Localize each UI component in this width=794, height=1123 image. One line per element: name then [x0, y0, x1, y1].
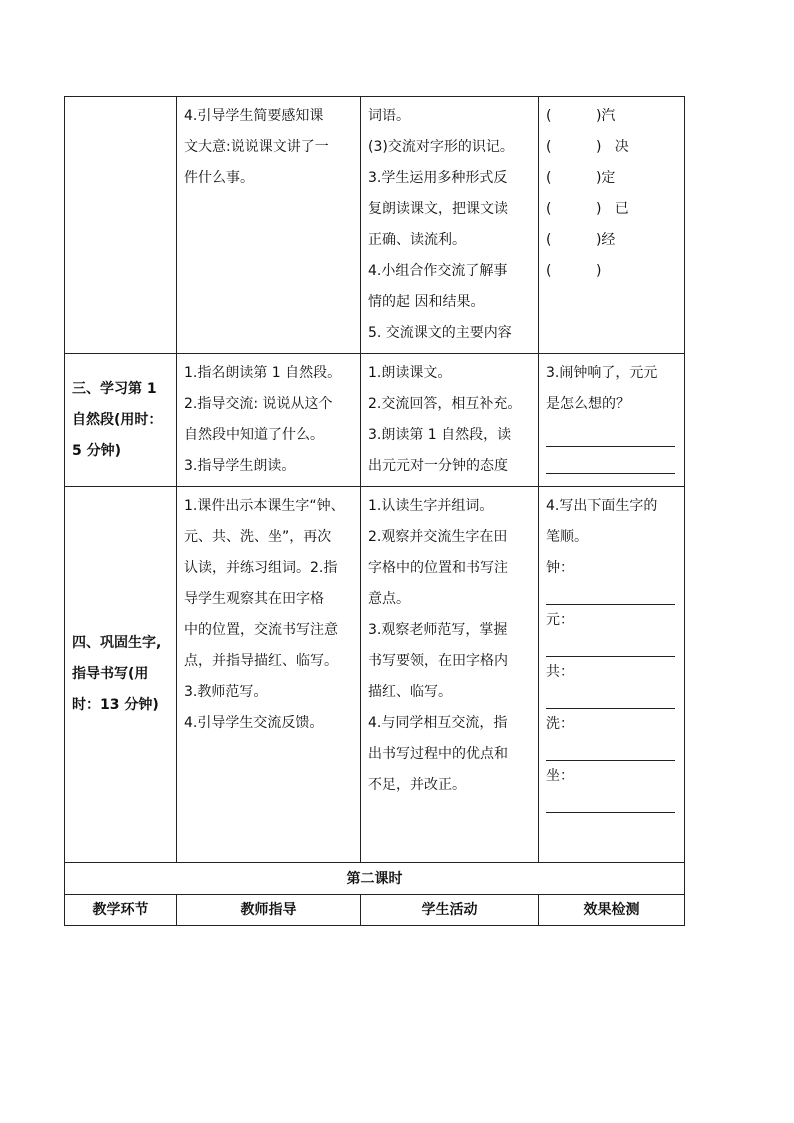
- text-line: 1.指名朗读第 1 自然段。: [184, 365, 342, 381]
- fill-in-item: ( )汽: [546, 108, 616, 124]
- text-line: 自然段中知道了什么。: [184, 427, 324, 443]
- check-cell: [539, 97, 685, 354]
- check-cell: [539, 487, 685, 863]
- char-label: 共：: [546, 664, 574, 680]
- question-line: 是怎么想的？: [546, 396, 630, 412]
- text-line: 3.学生运用多种形式反: [368, 170, 508, 186]
- stage-title-line: 自然段(用时：: [72, 411, 163, 428]
- check-cell: [539, 354, 685, 487]
- char-label: 洗：: [546, 716, 574, 732]
- text-line: 2.指导交流: 说说从这个: [184, 396, 333, 412]
- question-line: 4.写出下面生字的: [546, 498, 658, 514]
- fill-in-item: ( )定: [546, 170, 616, 186]
- text-line: 4.与同学相互交流，指: [368, 715, 508, 731]
- text-line: 字格中的位置和书写注: [368, 560, 508, 576]
- text-line: 3.指导学生朗读。: [184, 458, 296, 474]
- text-line: 描红、临写。: [368, 684, 452, 700]
- header-check: 效果检测: [539, 895, 685, 926]
- text-line: 复朗读课文，把课文读: [368, 201, 508, 217]
- char-label: 坐：: [546, 768, 574, 784]
- stage-title-line: 三、学习第 1: [72, 380, 157, 397]
- lesson-plan-table: [64, 96, 685, 926]
- fill-in-item: ( ) 已: [546, 201, 629, 217]
- text-line: 元、共、洗、坐”，再次: [184, 529, 332, 545]
- stage-title-line: 四、巩固生字,: [72, 635, 162, 651]
- stage-cell: [65, 354, 177, 487]
- student-cell: [361, 487, 539, 863]
- teacher-cell: [177, 487, 361, 863]
- text-line: 不足，并改正。: [368, 777, 466, 793]
- text-line: 3.教师范写。: [184, 684, 268, 700]
- text-line: 2.观察并交流生字在田: [368, 529, 508, 545]
- text-line: 1.课件出示本课生字“钟、: [184, 498, 345, 514]
- text-line: 出书写过程中的优点和: [368, 746, 508, 762]
- char-label: 元：: [546, 612, 574, 628]
- teacher-cell: [177, 354, 361, 487]
- text-line: 1.朗读课文。: [368, 365, 452, 381]
- text-line: 认读，并练习组词。2.指: [184, 560, 338, 576]
- char-label: 钟：: [546, 560, 574, 576]
- header-teacher: 教师指导: [177, 895, 361, 926]
- fill-in-item: ( ) 决: [546, 139, 629, 155]
- text-line: 书写要领，在田字格内: [368, 653, 508, 669]
- stage-title-line: 5 分钟): [72, 442, 122, 459]
- text-line: 1.认读生字并组词。: [368, 498, 494, 514]
- text-line: 情的起 因和结果。: [368, 294, 485, 310]
- text-line: 4.引导学生交流反馈。: [184, 715, 324, 731]
- text-line: 4.引导学生简要感知课: [184, 108, 324, 124]
- table-row: [65, 863, 685, 895]
- text-line: 点，并指导描红、临写。: [184, 653, 338, 669]
- question-line: 笔顺。: [546, 529, 588, 545]
- question-line: 3.闹钟响了，元元: [546, 365, 658, 381]
- table-row: [65, 354, 685, 487]
- second-period-title: 第二课时: [65, 863, 685, 895]
- text-line: 导学生观察其在田字格: [184, 591, 324, 607]
- text-line: 文大意:说说课文讲了一: [184, 139, 329, 155]
- table-row: [65, 487, 685, 863]
- text-line: 3.朗读第 1 自然段，读: [368, 427, 512, 443]
- text-line: 中的位置，交流书写注意: [184, 622, 338, 638]
- stage-title-line: 指导书写(用: [72, 666, 149, 682]
- table-row: [65, 97, 685, 354]
- text-line: 2.交流回答，相互补充。: [368, 396, 522, 412]
- fill-in-item: ( )经: [546, 232, 616, 248]
- table-header-row: [65, 895, 685, 926]
- answer-blank[interactable]: [546, 447, 675, 474]
- text-line: 3.观察老师范写，掌握: [368, 622, 508, 638]
- text-line: (3)交流对字形的识记。: [368, 139, 514, 155]
- stage-cell: [65, 97, 177, 354]
- text-line: 5. 交流课文的主要内容: [368, 325, 512, 341]
- teacher-cell: [177, 97, 361, 354]
- text-line: 意点。: [368, 591, 410, 607]
- text-line: 正确、读流利。: [368, 232, 466, 248]
- fill-in-item: ( ): [546, 263, 602, 279]
- stage-title-line: 时：13 分钟): [72, 697, 159, 713]
- student-cell: [361, 354, 539, 487]
- text-line: 4.小组合作交流了解事: [368, 263, 508, 279]
- text-line: 出元元对一分钟的态度: [368, 458, 508, 474]
- answer-blank[interactable]: [546, 420, 675, 447]
- header-student: 学生活动: [361, 895, 539, 926]
- stage-cell: [65, 487, 177, 863]
- text-line: 词语。: [368, 108, 410, 124]
- student-cell: [361, 97, 539, 354]
- text-line: 件什么事。: [184, 170, 254, 186]
- header-stage: 教学环节: [65, 895, 177, 926]
